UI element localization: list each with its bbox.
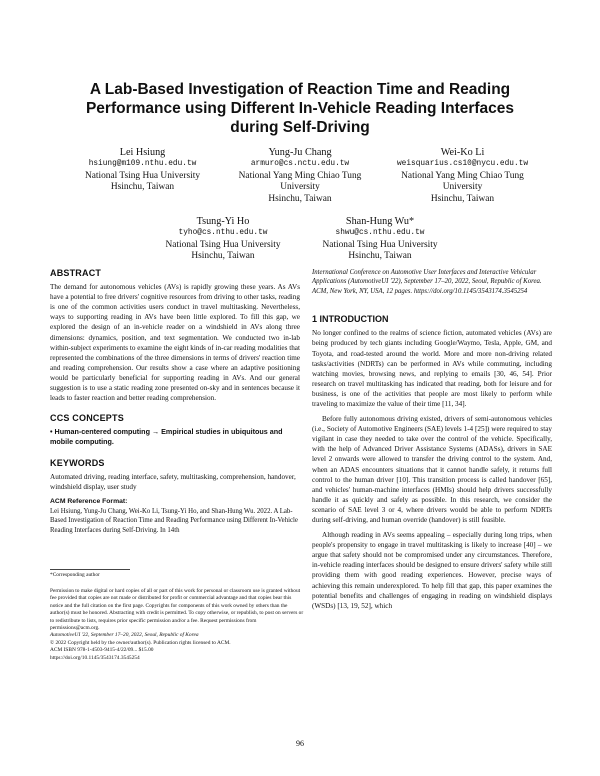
author-location: Hsinchu, Taiwan: [191, 251, 255, 262]
keywords-text: Automated driving, reading interface, safety, multitasking, comprehension, handover, windshield display, user study: [50, 472, 296, 491]
author-name: Yung-Ju Chang: [268, 147, 332, 158]
author-affiliation: National Tsing Hua University: [322, 239, 438, 250]
right-column: [312, 268, 552, 611]
author-affiliation: National Tsing Hua University: [165, 239, 281, 250]
author-block: [70, 146, 215, 194]
author-block: [305, 215, 455, 263]
author-name: Shan-Hung Wu*: [345, 216, 415, 227]
author-email: tyho@cs.nthu.edu.tw: [178, 229, 268, 237]
author-affiliation: National Yang Ming Chiao Tung University: [401, 170, 524, 193]
author-email: shwu@cs.nthu.edu.tw: [335, 229, 425, 237]
intro-paragraph: Before fully autonomous driving existed, drivers of semi-autonomous vehicles (i.e., Society of Automotive Engineers (SAE) levels 1-4 [25]) were required to stay vigilant in case they needed to take over the control of the vehicle. Specifically, with the help of Advanced Driver Assistance Systems (ADASs), drivers in SAE level 2 onwards were allowed to transfer the driving control to the system. And, when an ADAS encounters situations that it cannot handle safely, it returns full control to the human driver [10]. This transition process is called handover [65], and vehicles' human-machine interfaces (HMIs) should help drivers successfully handle it as quickly and safely as possible. In this research, we consider the scenario of SAE level 3 or 4, where drivers would be able to perform NDRTs during self-driving, and human override (handover) is still feasible.: [312, 415, 552, 524]
permission-text: Permission to make digital or hard copies of all or part of this work for personal or classroom use is granted without fee provided that copies are not made or distributed for profit or commercial advantage and that copies bear this notice and the full citation on the first page. Copyrights for components of this work owned by others than the author(s) must be honored. Abstracting with credit is permitted. To copy otherwise, or republish, to post on servers or to redistribute to lists, requires prior specific permission and/or a fee. Request permissions from permissions@acm.org.: [50, 588, 304, 632]
author-name: Wei-Ko Li: [440, 147, 485, 158]
author-email: hsiung@m109.nthu.edu.tw: [88, 160, 197, 168]
author-name: Lei Hsiung: [119, 147, 166, 158]
author-affiliation: National Yang Ming Chiao Tung University: [238, 170, 362, 193]
acm-reference-text: Lei Hsiung, Yung-Ju Chang, Wei-Ko Li, Tsung-Yi Ho, and Shan-Hung Wu. 2022. A Lab-Based Investigation of Reaction Time and Reading Performance using Different In-Vehicle Reading Interfaces during Self-Driving. In 14th: [50, 507, 298, 534]
left-column: [50, 268, 300, 535]
author-block: [385, 146, 540, 205]
author-affiliation: National Tsing Hua University: [84, 170, 201, 181]
author-location: Hsinchu, Taiwan: [348, 251, 412, 262]
keywords-heading: KEYWORDS: [50, 457, 105, 468]
corresponding-author-note: *Corresponding author: [50, 572, 100, 578]
author-block: [225, 146, 375, 205]
footnote-rule: [50, 569, 130, 570]
intro-paragraph: No longer confined to the realms of science fiction, automated vehicles (AVs) are being produced by tech giants including Google/Waymo, Tesla, Apple, GM, and Toyota, and road-tested around the world. More and more non-driving related tasks/activities (NDRTs) can be performed in AVs while commuting, including watching movies, browsing news, and replying to emails [30, 46, 54]. Prior research on travel multitasking has indicated that reading, both for leisure and for business, is one of the activities that people are most likely to perform while traveling to maximize the value of their time [11, 34].: [312, 329, 552, 408]
ccs-heading: CCS CONCEPTS: [50, 413, 124, 424]
permission-block: [50, 588, 305, 662]
intro-paragraph: Although reading in AVs seems appealing – especially during long trips, when people's propensity to engage in travel multitasking is likely to increase [40] – we argue that safety should not be compromised under any circumstances. Therefore, in-vehicle reading interfaces should be designed to ensure drivers' safety while still providing them with good reading experiences. However, precise ways of achieving this remain underexplored. To help fill that gap, this paper examines the potential benefits and challenges of engaging in reading on windshield displays (WSDs) [13, 19, 52], which: [312, 531, 552, 610]
abstract-text: The demand for autonomous vehicles (AVs) is rapidly growing these years. As AVs have a potential to free drivers' cognitive resources from driving to other tasks, reading is one of the common activities users conduct in travel multitasking. Nevertheless, ways to supporting reading in AVs have been little explored. To fill this gap, we explored the design of an in-vehicle reader on a windshield in AVs along three dimensions: dynamics, position, and text segmentation. We conducted two in-lab within-subject experiments to examine the eight kinds of in-car reading modalities that represented the combinations of the three dimensions in terms of drivers' reaction time and reading comprehension. Our results show a case where an adaptive positioning would be particularly beneficial for supporting reading in AVs. And our general suggestion is to use a static reading zone presented on-sky and in sentences because it leads to faster reaction and better reading comprehension.: [50, 283, 300, 403]
author-email: weisquarius.cs10@nycu.edu.tw: [396, 160, 528, 168]
intro-heading: 1 INTRODUCTION: [312, 314, 389, 325]
conference-info: AutomotiveUI '22, September 17–20, 2022, Seoul, Republic of Korea: [50, 632, 199, 639]
copyright-text: © 2022 Copyright held by the owner/author(s). Publication rights licensed to ACM.: [50, 639, 231, 646]
author-location: Hsinchu, Taiwan: [110, 182, 175, 193]
author-name: Tsung-Yi Ho: [196, 216, 250, 227]
page-number: 96: [296, 739, 304, 748]
author-block: [148, 215, 298, 263]
doi-link[interactable]: https://doi.org/10.1145/3543174.3545254: [50, 654, 140, 661]
author-email: armuro@cs.nctu.edu.tw: [250, 160, 350, 168]
isbn-text: ACM ISBN 978-1-4503-9415-4/22/09... $15.00: [50, 647, 154, 654]
ccs-concepts: • Human-centered computing → Empirical studies in ubiquitous and mobile computing.: [50, 427, 283, 447]
author-location: Hsinchu, Taiwan: [430, 193, 495, 204]
author-location: Hsinchu, Taiwan: [268, 193, 332, 204]
abstract-heading: ABSTRACT: [50, 268, 102, 278]
acm-reference-continued: International Conference on Automotive User Interfaces and Interactive Vehicular Applications (AutomotiveUI '22), September 17–20, 2022, Seoul, Republic of Korea. ACM, New York, NY, USA, 12 pages. https://doi.org/10.1145/3543174.3545254: [312, 269, 542, 295]
paper-title: A Lab-Based Investigation of Reaction Time and Reading Performance using Different In-Vehicle Reading Interfaces during Self-Driving: [85, 81, 515, 136]
acm-reference-label: ACM Reference Format:: [50, 497, 128, 505]
footnote-block: [50, 572, 300, 579]
acm-reference: [50, 497, 300, 535]
